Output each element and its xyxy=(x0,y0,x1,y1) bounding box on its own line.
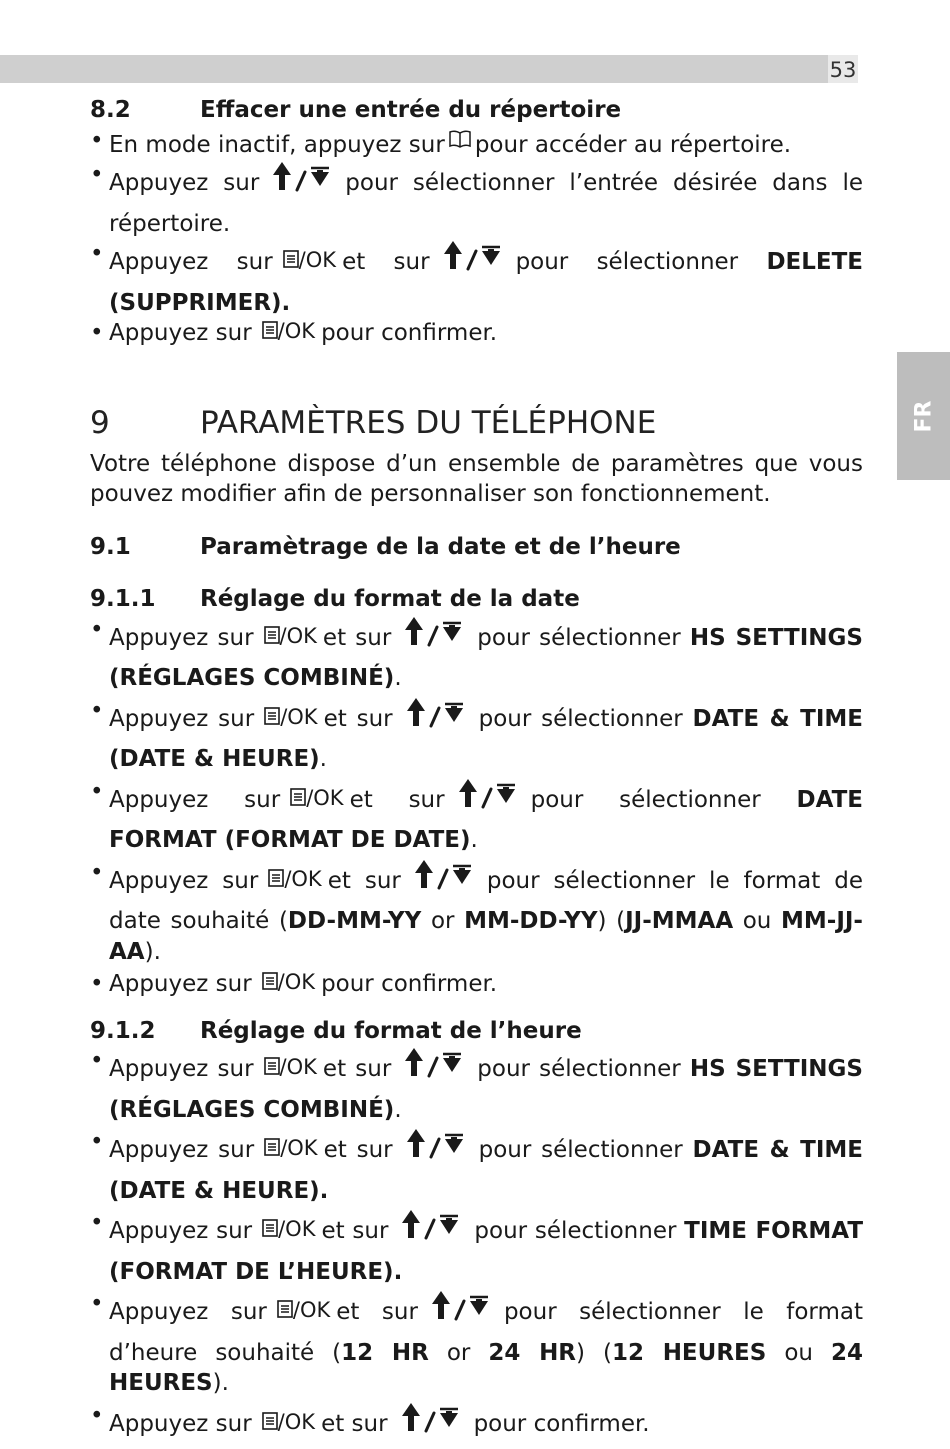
list-item xyxy=(90,160,863,239)
instruction-text: pour sélectionner xyxy=(474,1218,684,1244)
section-title: Effacer une entrée du répertoire xyxy=(200,95,621,126)
list-item xyxy=(90,318,863,349)
menu-ok-icon xyxy=(264,707,317,727)
up-down-arrow-icon xyxy=(400,1401,462,1449)
instruction-text: En mode inactif, appuyez sur xyxy=(109,132,445,158)
up-down-arrow-icon xyxy=(271,160,333,209)
section-number: 9.1 xyxy=(90,532,200,563)
instruction-text: pour confirmer. xyxy=(474,1411,650,1437)
language-tab-label: FR xyxy=(911,400,936,432)
instruction-text: et sur xyxy=(323,625,391,651)
instruction-text: pour sélectionner le format de date souhaité ( xyxy=(109,868,863,935)
ok-label: /OK xyxy=(280,624,317,648)
section-title: Réglage du format de l’heure xyxy=(200,1016,582,1047)
phonebook-icon xyxy=(449,126,471,157)
chapter-intro: Votre téléphone dispose d’un ensemble de paramètres que vous pouvez modifier afin de personnaliser son fonctionnement. xyxy=(90,449,863,510)
page-number: 53 xyxy=(828,55,858,83)
ok-label: /OK xyxy=(278,970,315,994)
menu-ok-icon xyxy=(268,869,321,889)
instruction-text: Appuyez sur xyxy=(109,1411,252,1437)
connector-text: ou xyxy=(766,1340,831,1366)
menu-ok-icon xyxy=(262,972,315,992)
instruction-text: pour sélectionner xyxy=(477,625,690,651)
up-down-arrow-icon xyxy=(403,1046,465,1095)
list-item xyxy=(90,777,863,856)
format-option: 12 HEURES xyxy=(612,1340,766,1366)
menu-option: DATE & TIME (DATE & HEURE). xyxy=(109,1137,863,1204)
list-item xyxy=(90,1289,863,1399)
section-title: Réglage du format de la date xyxy=(200,584,580,615)
up-down-arrow-icon xyxy=(405,1127,467,1176)
punctuation: . xyxy=(394,665,401,691)
ok-label: /OK xyxy=(280,1055,317,1079)
up-down-arrow-icon xyxy=(457,777,519,826)
up-down-arrow-icon xyxy=(442,239,504,288)
instruction-text: pour sélectionner xyxy=(477,1056,690,1082)
connector-text: ) ( xyxy=(576,1340,612,1366)
menu-ok-icon xyxy=(262,1412,315,1432)
instruction-text: et sur xyxy=(336,1299,418,1325)
menu-option: DATE FORMAT (FORMAT DE DATE) xyxy=(109,787,863,854)
instruction-text: Appuyez sur xyxy=(109,868,258,894)
punctuation: . xyxy=(394,1097,401,1123)
up-down-arrow-icon xyxy=(413,858,475,907)
chapter-number: 9 xyxy=(90,403,200,443)
instruction-text: Appuyez sur xyxy=(109,625,254,651)
instruction-text: Appuyez sur xyxy=(109,170,259,196)
list-item xyxy=(90,1401,863,1449)
instruction-text: Appuyez sur xyxy=(109,971,252,997)
menu-option: HS SETTINGS (RÉGLAGES COMBINÉ) xyxy=(109,1056,863,1123)
section-heading-9-1-1 xyxy=(90,584,863,615)
ok-label: /OK xyxy=(280,705,317,729)
up-down-arrow-icon xyxy=(403,615,465,664)
menu-option: DELETE (SUPPRIMER). xyxy=(109,249,863,316)
menu-ok-icon xyxy=(264,626,317,646)
section-title: Paramètrage de la date et de l’heure xyxy=(200,532,681,563)
chapter-title: PARAMÈTRES DU TÉLÉPHONE xyxy=(200,403,656,443)
format-option: DD-MM-YY xyxy=(288,908,421,934)
list-item xyxy=(90,615,863,694)
section-number: 8.2 xyxy=(90,95,200,126)
instruction-text: et sur xyxy=(342,249,430,275)
instruction-text: pour sélectionner xyxy=(531,787,797,813)
format-option: 12 HR xyxy=(341,1340,429,1366)
instruction-text: Appuyez sur xyxy=(109,706,254,732)
menu-option: HS SETTINGS (RÉGLAGES COMBINÉ) xyxy=(109,625,863,692)
menu-ok-icon xyxy=(283,250,336,270)
menu-ok-icon xyxy=(264,1057,317,1077)
connector-text: ) ( xyxy=(598,908,626,934)
section-heading-9-1-2 xyxy=(90,1016,863,1047)
menu-option: TIME FORMAT (FORMAT DE L’HEURE). xyxy=(109,1218,863,1285)
up-down-arrow-icon xyxy=(405,696,467,745)
section-heading-9-1 xyxy=(90,532,863,563)
connector-text: or xyxy=(421,908,464,934)
menu-ok-icon xyxy=(262,321,315,341)
instruction-text: pour sélectionner l’entrée désirée dans le répertoire. xyxy=(109,170,863,237)
list-item xyxy=(90,126,863,161)
instruction-text: pour sélectionner le format d’heure souhaité ( xyxy=(109,1299,863,1366)
connector-text: or xyxy=(429,1340,489,1366)
menu-ok-icon xyxy=(262,1219,315,1239)
connector-text: ). xyxy=(145,939,161,965)
instruction-text: Appuyez sur xyxy=(109,1299,267,1325)
format-option: MM-JJ-AA xyxy=(109,908,863,965)
instruction-text: pour sélectionner xyxy=(479,1137,693,1163)
ok-label: /OK xyxy=(278,1217,315,1241)
menu-ok-icon xyxy=(290,788,343,808)
list-item xyxy=(90,1046,863,1125)
instruction-text: Appuyez sur xyxy=(109,787,280,813)
instruction-text: pour sélectionner xyxy=(479,706,693,732)
instruction-text: et sur xyxy=(324,1137,393,1163)
ok-label: /OK xyxy=(278,319,315,343)
instruction-text: Appuyez sur xyxy=(109,1056,254,1082)
instruction-text: Appuyez sur xyxy=(109,320,252,346)
format-option: 24 HEURES xyxy=(109,1340,863,1397)
list-item xyxy=(90,1208,863,1287)
ok-label: /OK xyxy=(306,786,343,810)
instruction-text: pour confirmer. xyxy=(321,320,497,346)
up-down-arrow-icon xyxy=(430,1289,492,1338)
instruction-text: et sur xyxy=(323,1056,391,1082)
instruction-text: Appuyez sur xyxy=(109,1218,252,1244)
list-item xyxy=(90,1127,863,1206)
punctuation: . xyxy=(471,827,478,853)
punctuation: . xyxy=(320,746,327,772)
instruction-text: et sur xyxy=(321,1411,388,1437)
menu-option: DATE & TIME (DATE & HEURE) xyxy=(109,706,863,773)
instruction-text: pour accéder au répertoire. xyxy=(475,132,791,158)
header-bar xyxy=(0,55,858,83)
menu-ok-icon xyxy=(264,1138,317,1158)
section-heading-8-2 xyxy=(90,95,863,126)
list-item xyxy=(90,858,863,968)
manual-content xyxy=(90,95,863,1449)
list-item xyxy=(90,969,863,1000)
instruction-text: pour sélectionner xyxy=(516,249,767,275)
instruction-text: Appuyez sur xyxy=(109,249,273,275)
connector-text: ). xyxy=(213,1370,229,1396)
ok-label: /OK xyxy=(293,1298,330,1322)
instruction-text: et sur xyxy=(350,787,445,813)
connector-text: ou xyxy=(733,908,781,934)
instruction-text: et sur xyxy=(328,868,401,894)
list-item xyxy=(90,696,863,775)
ok-label: /OK xyxy=(284,867,321,891)
list-item xyxy=(90,239,863,318)
up-down-arrow-icon xyxy=(400,1208,462,1257)
format-option: MM-DD-YY xyxy=(464,908,597,934)
language-tab xyxy=(897,352,950,480)
instruction-text: Appuyez sur xyxy=(109,1137,254,1163)
chapter-heading-9 xyxy=(90,403,863,443)
instruction-text: et sur xyxy=(322,1218,389,1244)
format-option: 24 HR xyxy=(488,1340,576,1366)
section-number: 9.1.1 xyxy=(90,584,200,615)
section-number: 9.1.2 xyxy=(90,1016,200,1047)
ok-label: /OK xyxy=(299,248,336,272)
instruction-text: et sur xyxy=(324,706,393,732)
format-option: JJ-MMAA xyxy=(625,908,733,934)
instruction-text: pour confirmer. xyxy=(321,971,497,997)
ok-label: /OK xyxy=(280,1136,317,1160)
ok-label: /OK xyxy=(278,1410,315,1434)
menu-ok-icon xyxy=(277,1300,330,1320)
